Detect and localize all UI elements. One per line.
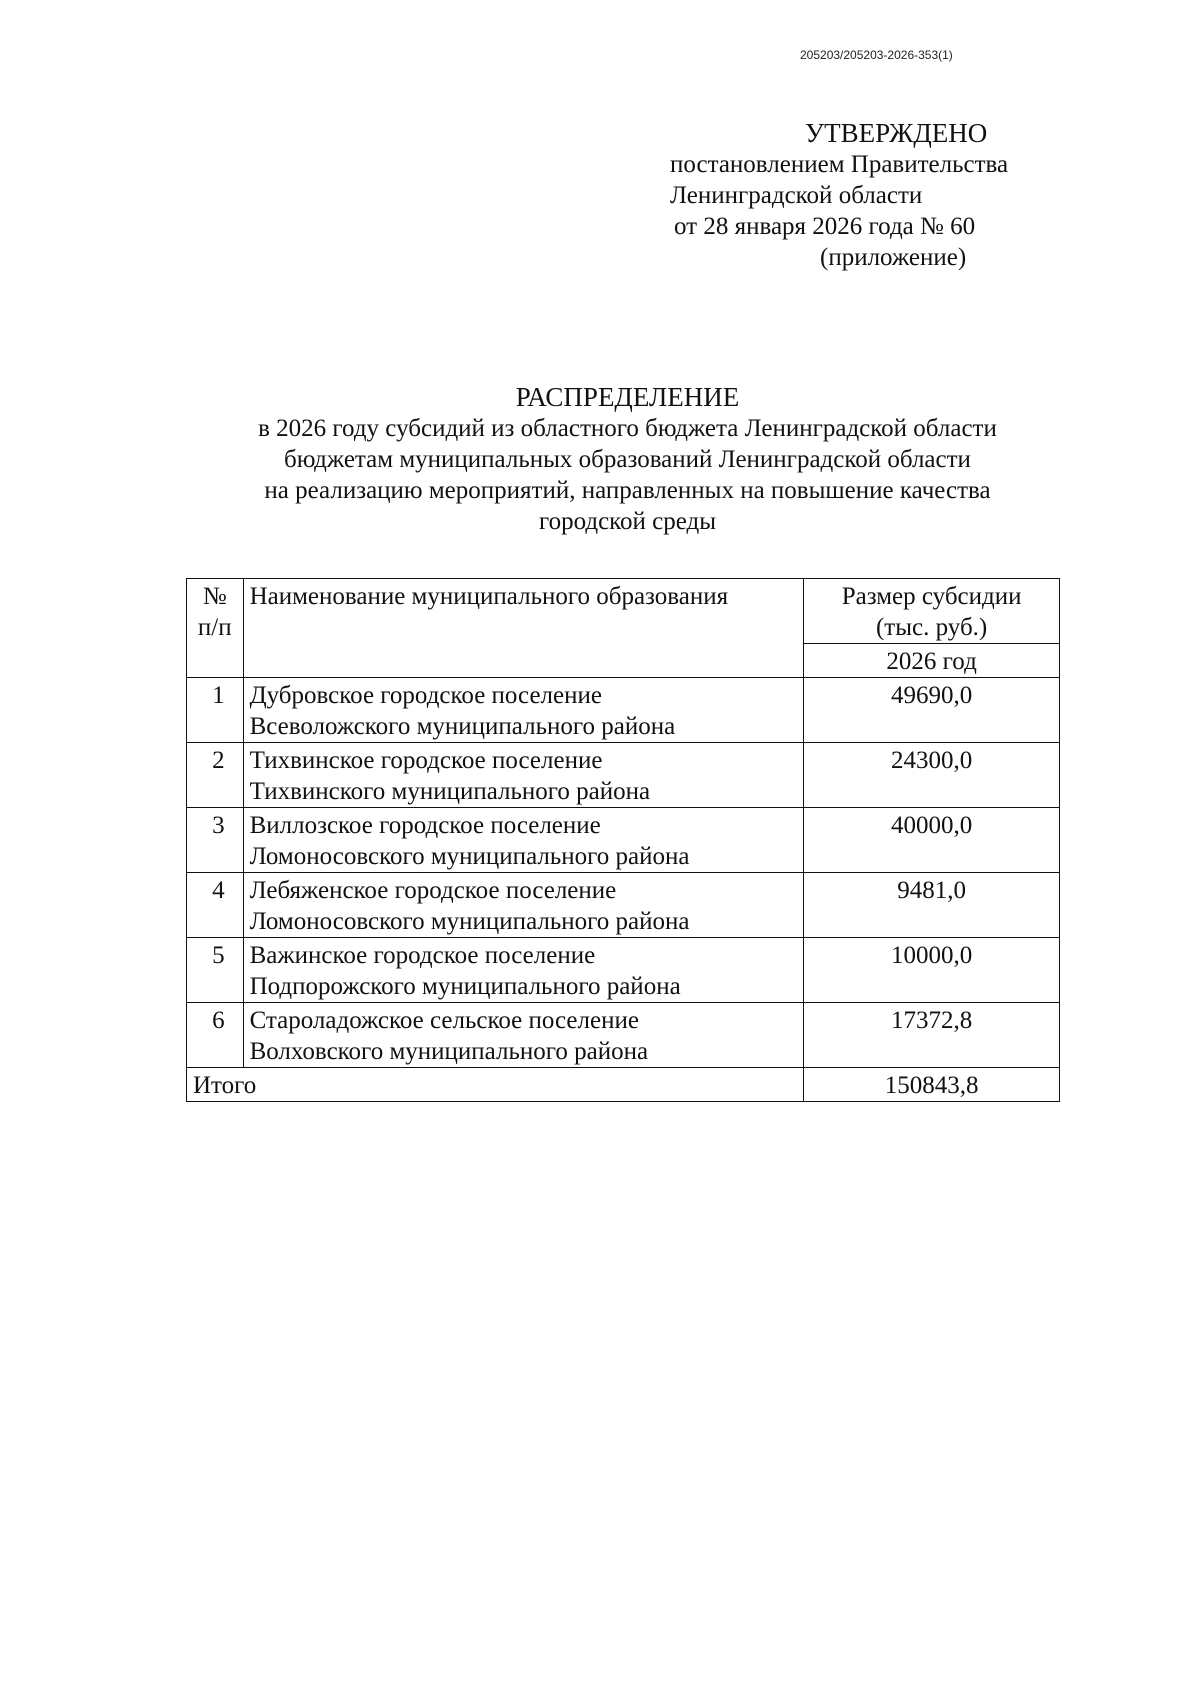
- row-name: [243, 808, 804, 873]
- approval-line-2: Ленинградской области: [670, 182, 923, 209]
- row-name-line-2: Тихвинского муниципального района: [249, 778, 651, 805]
- row-name-line-2: Подпорожского муниципального района: [249, 973, 681, 1000]
- approval-line-4: (приложение): [820, 244, 967, 271]
- table-row: [187, 743, 1060, 808]
- row-name-line-2: Ломоносовского муниципального района: [249, 908, 690, 935]
- total-label: Итого: [187, 1068, 804, 1102]
- row-number: 1: [187, 678, 244, 743]
- row-number: 5: [187, 938, 244, 1003]
- row-name-line-1: Дубровское городское поселение: [249, 682, 602, 709]
- title-main: РАСПРЕДЕЛЕНИЕ: [515, 382, 740, 412]
- row-amount: 9481,0: [804, 873, 1060, 938]
- title-line-1: в 2026 году субсидий из областного бюджета Ленинградской области: [258, 415, 997, 442]
- row-name-line-1: Староладожское сельское поселение: [249, 1007, 639, 1034]
- row-number: 3: [187, 808, 244, 873]
- table-row: [187, 678, 1060, 743]
- row-name-line-1: Лебяженское городское поселение: [249, 877, 617, 904]
- title-line-4: городской среды: [538, 508, 717, 535]
- row-name: [243, 1003, 804, 1068]
- row-number: 6: [187, 1003, 244, 1068]
- approval-line-3: от 28 января 2026 года № 60: [674, 213, 976, 240]
- header-num-symbol: №: [202, 583, 227, 610]
- row-name: [243, 678, 804, 743]
- row-name-line-2: Волховского муниципального района: [249, 1038, 649, 1065]
- table-row: [187, 938, 1060, 1003]
- row-name: [243, 938, 804, 1003]
- row-name: [243, 873, 804, 938]
- row-amount: 40000,0: [804, 808, 1060, 873]
- registration-number: 205203/205203-2026-353(1): [800, 48, 953, 62]
- header-num-label: п/п: [197, 614, 232, 641]
- row-name: [243, 743, 804, 808]
- header-num-cell: [187, 579, 244, 678]
- document-title: [0, 382, 1200, 537]
- approval-line-1: постановлением Правительства: [670, 151, 1009, 178]
- approval-heading: УТВЕРЖДЕНО: [805, 118, 988, 148]
- row-name-line-1: Тихвинское городское поселение: [249, 747, 603, 774]
- subsidies-table: [186, 578, 1060, 1102]
- table-row: [187, 1003, 1060, 1068]
- header-name-label: Наименование муниципального образования: [249, 583, 729, 610]
- row-name-line-2: Ломоносовского муниципального района: [249, 843, 690, 870]
- header-amount-cell: [804, 579, 1060, 644]
- header-year-cell: 2026 год: [804, 644, 1060, 678]
- row-amount: 49690,0: [804, 678, 1060, 743]
- row-name-line-1: Виллозское городское поселение: [249, 812, 601, 839]
- header-amount-label: Размер субсидии: [841, 583, 1022, 610]
- total-amount: 150843,8: [804, 1068, 1060, 1102]
- title-line-2: бюджетам муниципальных образований Ленинградской области: [284, 446, 971, 473]
- row-name-line-1: Важинское городское поселение: [249, 942, 596, 969]
- table-row: [187, 873, 1060, 938]
- header-name-cell: [243, 579, 804, 678]
- header-amount-unit: (тыс. руб.): [875, 614, 988, 641]
- row-amount: 17372,8: [804, 1003, 1060, 1068]
- row-amount: 24300,0: [804, 743, 1060, 808]
- table-total-row: [187, 1068, 1060, 1102]
- row-amount: 10000,0: [804, 938, 1060, 1003]
- row-name-line-2: Всеволожского муниципального района: [249, 713, 676, 740]
- row-number: 2: [187, 743, 244, 808]
- table-header-row: [187, 579, 1060, 644]
- title-line-3: на реализацию мероприятий, направленных на повышение качества: [264, 477, 991, 504]
- approval-block: [670, 118, 1090, 273]
- row-number: 4: [187, 873, 244, 938]
- table-row: [187, 808, 1060, 873]
